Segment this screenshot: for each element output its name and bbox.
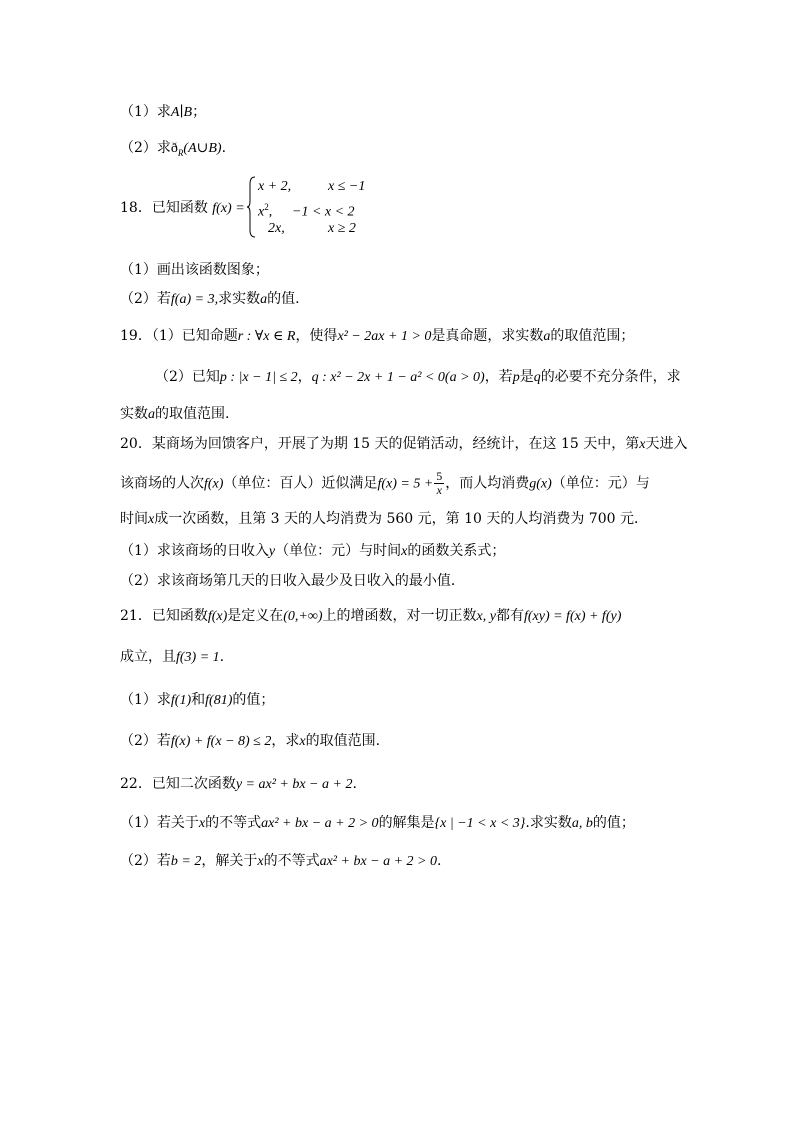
case-row: 2x, x ≥ 2: [268, 221, 356, 236]
math-expr: ð: [170, 141, 178, 156]
left-brace-icon: [246, 176, 256, 238]
q21-part2: （2）若f(x) + f(x − 8) ≤ 2，求x的取值范围.: [120, 733, 381, 749]
math-expr: A∣B: [170, 105, 193, 120]
q19-part1: 19．（1）已知命题r : ∀x ∈ R，使得x² − 2ax + 1 > 0是真命题，求实数a的取值范围；: [120, 328, 635, 344]
math-expr: (A∪B): [183, 141, 222, 156]
q18-part2: （2）若f(a) = 3,求实数a的值.: [120, 291, 300, 307]
q20-part2: （2）求该商场第几天的日收入最少及日收入的最小值．: [120, 573, 465, 589]
q22-part1: （1）若关于x的不等式ax² + bx − a + 2 > 0的解集是{x | −1 < x < 3}.求实数a, b的值；: [120, 815, 635, 831]
case-row: x + 2, x ≤ −1: [258, 179, 366, 194]
q18-label: 18．已知函数 f(x) =: [120, 200, 245, 216]
q22-part2: （2）若b = 2，解关于x的不等式ax² + bx − a + 2 > 0.: [120, 853, 442, 869]
q22-line1: 22．已知二次函数y = ax² + bx − a + 2.: [120, 776, 357, 792]
q20-line1: 20．某商场为回馈客户，开展了为期 15 天的促销活动，经统计，在这 15 天中，第x天进入: [120, 436, 688, 452]
q17-part1: （1）求A∣B；: [120, 104, 207, 120]
fraction: $\frac{5}{x}$: [436, 469, 443, 497]
q20-part1: （1）求该商场的日收入y（单位：元）与时间x的函数关系式；: [120, 543, 506, 559]
q21-part1: （1）求f(1)和f(81)的值；: [120, 692, 275, 708]
q20-line3: 时间x成一次函数，且第 3 天的人均消费为 560 元，第 10 天的人均消费为 700 元．: [120, 511, 648, 527]
q19-part2: （2）已知p : |x − 1| ≤ 2，q : x² − 2x + 1 − a² < 0(a > 0)，若p是q的必要不充分条件，求: [155, 369, 681, 385]
q19-part2-cont: 实数a的取值范围.: [120, 406, 230, 422]
case-row: $x^2$, −1 < x < 2: [258, 202, 355, 220]
q21-line1: 21．已知函数f(x)是定义在(0,+∞)上的增函数，对一切正数x, y都有f(xy) = f(x) + f(y): [120, 608, 622, 624]
q21-line2: 成立，且f(3) = 1.: [120, 649, 225, 665]
q18-part1: （1）画出该函数图象；: [120, 262, 269, 278]
q17-part2: （2）求$ð_R(A\cup B)$.: [120, 140, 227, 158]
q20-line2: 该商场的人次f(x)（单位：百人）近似满足f(x) = 5 + $\frac{5}{x}$ ，而人均消费g(x)（单位：元）与: [120, 469, 650, 497]
q18-cases: [258, 176, 365, 239]
